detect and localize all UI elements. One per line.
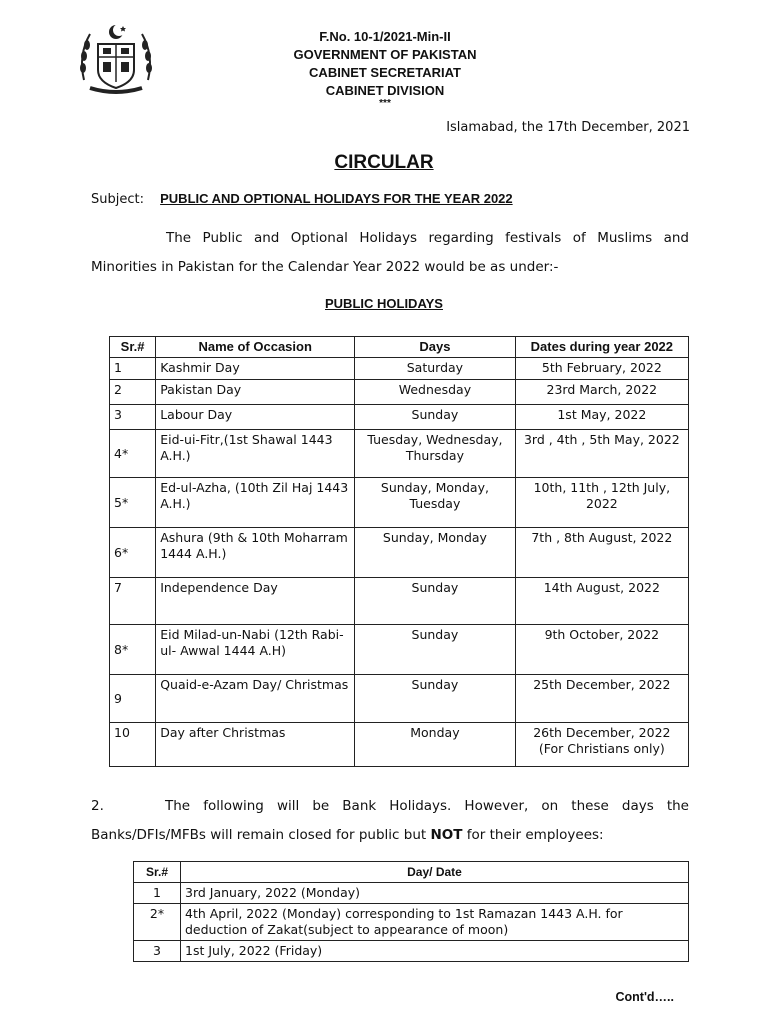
place-date: Islamabad, the 17th December, 2021 xyxy=(446,120,690,135)
sr-cell xyxy=(110,380,156,405)
occasion-cell xyxy=(156,405,355,430)
column-header: Sr.# xyxy=(110,337,156,358)
sr-cell-text: 1 xyxy=(114,360,122,375)
date-cell xyxy=(515,358,688,380)
sr-cell-text: 8* xyxy=(114,641,129,657)
header-line-3: CABINET DIVISION xyxy=(325,83,445,98)
paragraph-1: The Public and Optional Holidays regarding festivals of Muslims and Minorities in Pakistan for the Calendar Year 2022 would be as under:- xyxy=(91,230,689,275)
table-row xyxy=(110,478,689,528)
bank-holidays-table xyxy=(133,861,689,962)
table-row xyxy=(110,430,689,478)
date-cell xyxy=(515,528,688,578)
table-header-row xyxy=(134,862,689,883)
occasion-cell xyxy=(156,478,355,528)
table-row xyxy=(110,528,689,578)
table-row xyxy=(110,358,689,380)
date-cell xyxy=(515,625,688,675)
paragraph-number: 2. xyxy=(91,798,104,814)
table-header-row xyxy=(110,337,689,358)
days-cell xyxy=(355,478,516,528)
days-cell-text: Sunday xyxy=(411,627,459,642)
paragraph-emphasis: NOT xyxy=(430,827,463,843)
date-cell xyxy=(515,405,688,430)
day-date-cell: 1st July, 2022 (Friday) xyxy=(181,941,689,962)
table-row xyxy=(134,883,689,904)
paragraph-2 xyxy=(91,792,689,850)
days-cell xyxy=(355,358,516,380)
date-cell xyxy=(515,430,688,478)
date-cell-text: 9th October, 2022 xyxy=(544,627,660,642)
sr-cell-text: 4* xyxy=(114,445,129,461)
days-cell xyxy=(355,528,516,578)
table-row xyxy=(110,625,689,675)
days-cell xyxy=(355,405,516,430)
document-title: CIRCULAR xyxy=(334,152,434,173)
date-cell-text: 10th, 11th , 12th July, 2022 xyxy=(533,480,671,511)
occasion-cell xyxy=(156,528,355,578)
table-row xyxy=(110,675,689,723)
sr-cell xyxy=(110,405,156,430)
days-cell xyxy=(355,430,516,478)
column-header: Sr.# xyxy=(134,862,181,883)
occasion-cell xyxy=(156,380,355,405)
subject-label: Subject: xyxy=(91,192,144,207)
occasion-cell xyxy=(156,625,355,675)
date-cell xyxy=(515,675,688,723)
occasion-cell xyxy=(156,430,355,478)
occasion-cell-text: Independence Day xyxy=(160,580,278,595)
occasion-cell-text: Pakistan Day xyxy=(160,382,242,397)
paragraph-text-end: for their employees: xyxy=(462,827,604,843)
date-cell-text: 7th , 8th August, 2022 xyxy=(531,530,673,545)
occasion-cell-text: Labour Day xyxy=(160,407,233,422)
occasion-cell xyxy=(156,578,355,625)
date-cell xyxy=(515,380,688,405)
days-cell-text: Tuesday, Wednesday, Thursday xyxy=(367,432,503,463)
sr-cell-text: 3 xyxy=(114,407,122,422)
subject-line xyxy=(91,191,513,207)
sr-cell xyxy=(110,430,156,478)
sr-cell xyxy=(110,675,156,723)
sr-cell xyxy=(110,578,156,625)
public-holidays-table xyxy=(109,336,689,767)
occasion-cell-text: Eid-ui-Fitr,(1st Shawal 1443 A.H.) xyxy=(160,432,333,463)
occasion-cell-text: Ed-ul-Azha, (10th Zil Haj 1443 A.H.) xyxy=(160,480,349,511)
sr-cell xyxy=(110,358,156,380)
file-number: F.No. 10-1/2021-Min-II xyxy=(319,29,451,44)
sr-cell-text: 5* xyxy=(114,494,129,510)
paragraph-text: The following will be Bank Holidays. However, on these days the Banks/DFIs/MFBs will remain closed for public but xyxy=(91,798,689,843)
occasion-cell xyxy=(156,358,355,380)
sr-cell xyxy=(110,723,156,767)
date-cell-text: 3rd , 4th , 5th May, 2022 xyxy=(523,432,680,447)
column-header: Dates during year 2022 xyxy=(515,337,688,358)
date-cell-text: 1st May, 2022 xyxy=(557,407,647,422)
sr-cell-text: 7 xyxy=(114,580,122,595)
occasion-cell xyxy=(156,675,355,723)
sr-cell: 1 xyxy=(134,883,181,904)
letter-header xyxy=(250,28,520,108)
table-row xyxy=(110,723,689,767)
government-emblem xyxy=(76,20,156,100)
column-header: Days xyxy=(355,337,516,358)
days-cell-text: Sunday xyxy=(411,677,459,692)
date-cell-text: 14th August, 2022 xyxy=(543,580,660,595)
header-line-2: CABINET SECRETARIAT xyxy=(309,65,461,80)
sr-cell xyxy=(110,528,156,578)
occasion-cell xyxy=(156,723,355,767)
sr-cell xyxy=(110,625,156,675)
day-date-cell: 3rd January, 2022 (Monday) xyxy=(181,883,689,904)
date-cell xyxy=(515,578,688,625)
column-header: Day/ Date xyxy=(181,862,689,883)
sr-cell: 2* xyxy=(134,904,181,941)
days-cell xyxy=(355,578,516,625)
table-row xyxy=(110,578,689,625)
date-cell-text: 23rd March, 2022 xyxy=(546,382,658,397)
date-note: (For Christians only) xyxy=(538,741,665,756)
date-cell xyxy=(515,723,688,767)
occasion-cell-text: Kashmir Day xyxy=(160,360,240,375)
occasion-cell-text: Ashura (9th & 10th Moharram 1444 A.H.) xyxy=(160,530,348,561)
public-holidays-title: PUBLIC HOLIDAYS xyxy=(325,296,443,311)
table-row xyxy=(134,941,689,962)
sr-cell xyxy=(110,478,156,528)
days-cell-text: Sunday xyxy=(411,407,459,422)
date-cell-text: 25th December, 2022 xyxy=(533,677,671,692)
days-cell-text: Saturday xyxy=(406,360,464,375)
column-header: Name of Occasion xyxy=(156,337,355,358)
day-date-cell: 4th April, 2022 (Monday) corresponding to 1st Ramazan 1443 A.H. for deduction of Zakat(subject to appearance of moon) xyxy=(181,904,689,941)
continued-marker: Cont'd….. xyxy=(615,990,674,1004)
days-cell xyxy=(355,675,516,723)
days-cell xyxy=(355,723,516,767)
date-cell-text: 26th December, 2022 xyxy=(533,725,671,740)
occasion-cell-text: Day after Christmas xyxy=(160,725,286,740)
sr-cell-text: 6* xyxy=(114,544,129,560)
days-cell-text: Sunday, Monday, Tuesday xyxy=(380,480,489,511)
occasion-cell-text: Quaid-e-Azam Day/ Christmas xyxy=(160,677,349,692)
header-line-1: GOVERNMENT OF PAKISTAN xyxy=(293,47,477,62)
header-stars: *** xyxy=(379,98,391,109)
table-row xyxy=(134,904,689,941)
days-cell-text: Monday xyxy=(410,725,460,740)
sr-cell-text: 9 xyxy=(114,690,122,706)
sr-cell-text: 2 xyxy=(114,382,122,397)
days-cell xyxy=(355,380,516,405)
sr-cell-text: 10 xyxy=(114,725,130,740)
date-cell xyxy=(515,478,688,528)
table-row xyxy=(110,405,689,430)
sr-cell: 3 xyxy=(134,941,181,962)
days-cell xyxy=(355,625,516,675)
occasion-cell-text: Eid Milad-un-Nabi (12th Rabi-ul- Awwal 1444 A.H) xyxy=(160,627,344,658)
days-cell-text: Sunday, Monday xyxy=(382,530,487,545)
date-cell-text: 5th February, 2022 xyxy=(541,360,662,375)
days-cell-text: Sunday xyxy=(411,580,459,595)
days-cell-text: Wednesday xyxy=(398,382,472,397)
table-row xyxy=(110,380,689,405)
subject-text: PUBLIC AND OPTIONAL HOLIDAYS FOR THE YEAR 2022 xyxy=(160,191,513,206)
